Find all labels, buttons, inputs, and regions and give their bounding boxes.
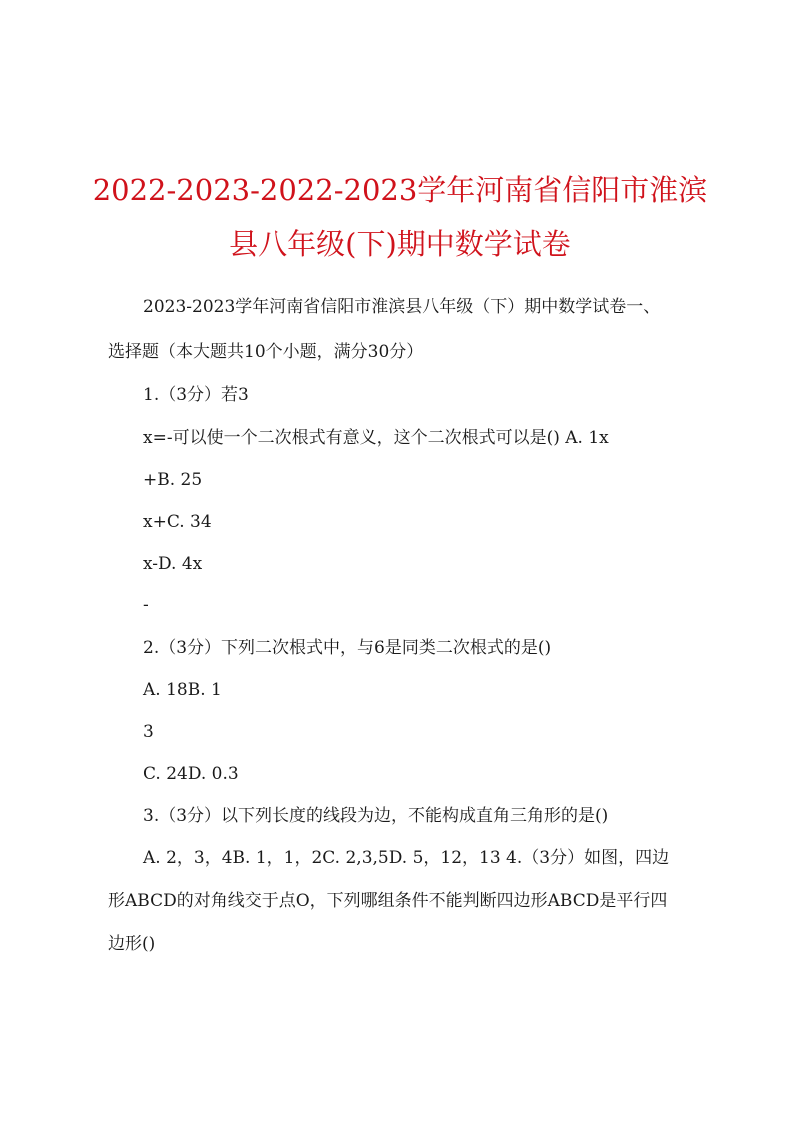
body-line: - bbox=[143, 595, 149, 615]
body-line: A. 18B. 1 bbox=[143, 680, 222, 700]
body-line: x+C. 34 bbox=[143, 512, 212, 532]
body-line: x-D. 4x bbox=[143, 554, 203, 574]
body-line: 形ABCD的对角线交于点O，下列哪组条件不能判断四边形ABCD是平行四 bbox=[108, 891, 668, 911]
body-line: C. 24D. 0.3 bbox=[143, 764, 239, 784]
body-line: 选择题（本大题共10个小题，满分30分） bbox=[108, 342, 424, 362]
body-line: 3 bbox=[143, 722, 154, 742]
body-line: 2023-2023学年河南省信阳市淮滨县八年级（下）期中数学试卷一、 bbox=[143, 297, 661, 317]
body-line: 边形() bbox=[108, 934, 156, 954]
document-title-line-2: 县八年级(下)期中数学试卷 bbox=[229, 227, 571, 261]
body-line: 3.（3分）以下列长度的线段为边，不能构成直角三角形的是() bbox=[143, 806, 609, 826]
body-line: x=-可以使一个二次根式有意义，这个二次根式可以是() A. 1x bbox=[143, 428, 609, 448]
body-line: +B. 25 bbox=[143, 470, 203, 490]
body-line: 2.（3分）下列二次根式中，与6是同类二次根式的是() bbox=[143, 638, 552, 658]
body-line: A. 2，3，4B. 1，1，2C. 2,3,5D. 5，12，13 4.（3分）如图，四边 bbox=[143, 848, 670, 868]
body-line: 1.（3分）若3 bbox=[143, 385, 249, 405]
document-title-line-1: 2022-2023-2022-2023学年河南省信阳市淮滨 bbox=[92, 173, 708, 207]
